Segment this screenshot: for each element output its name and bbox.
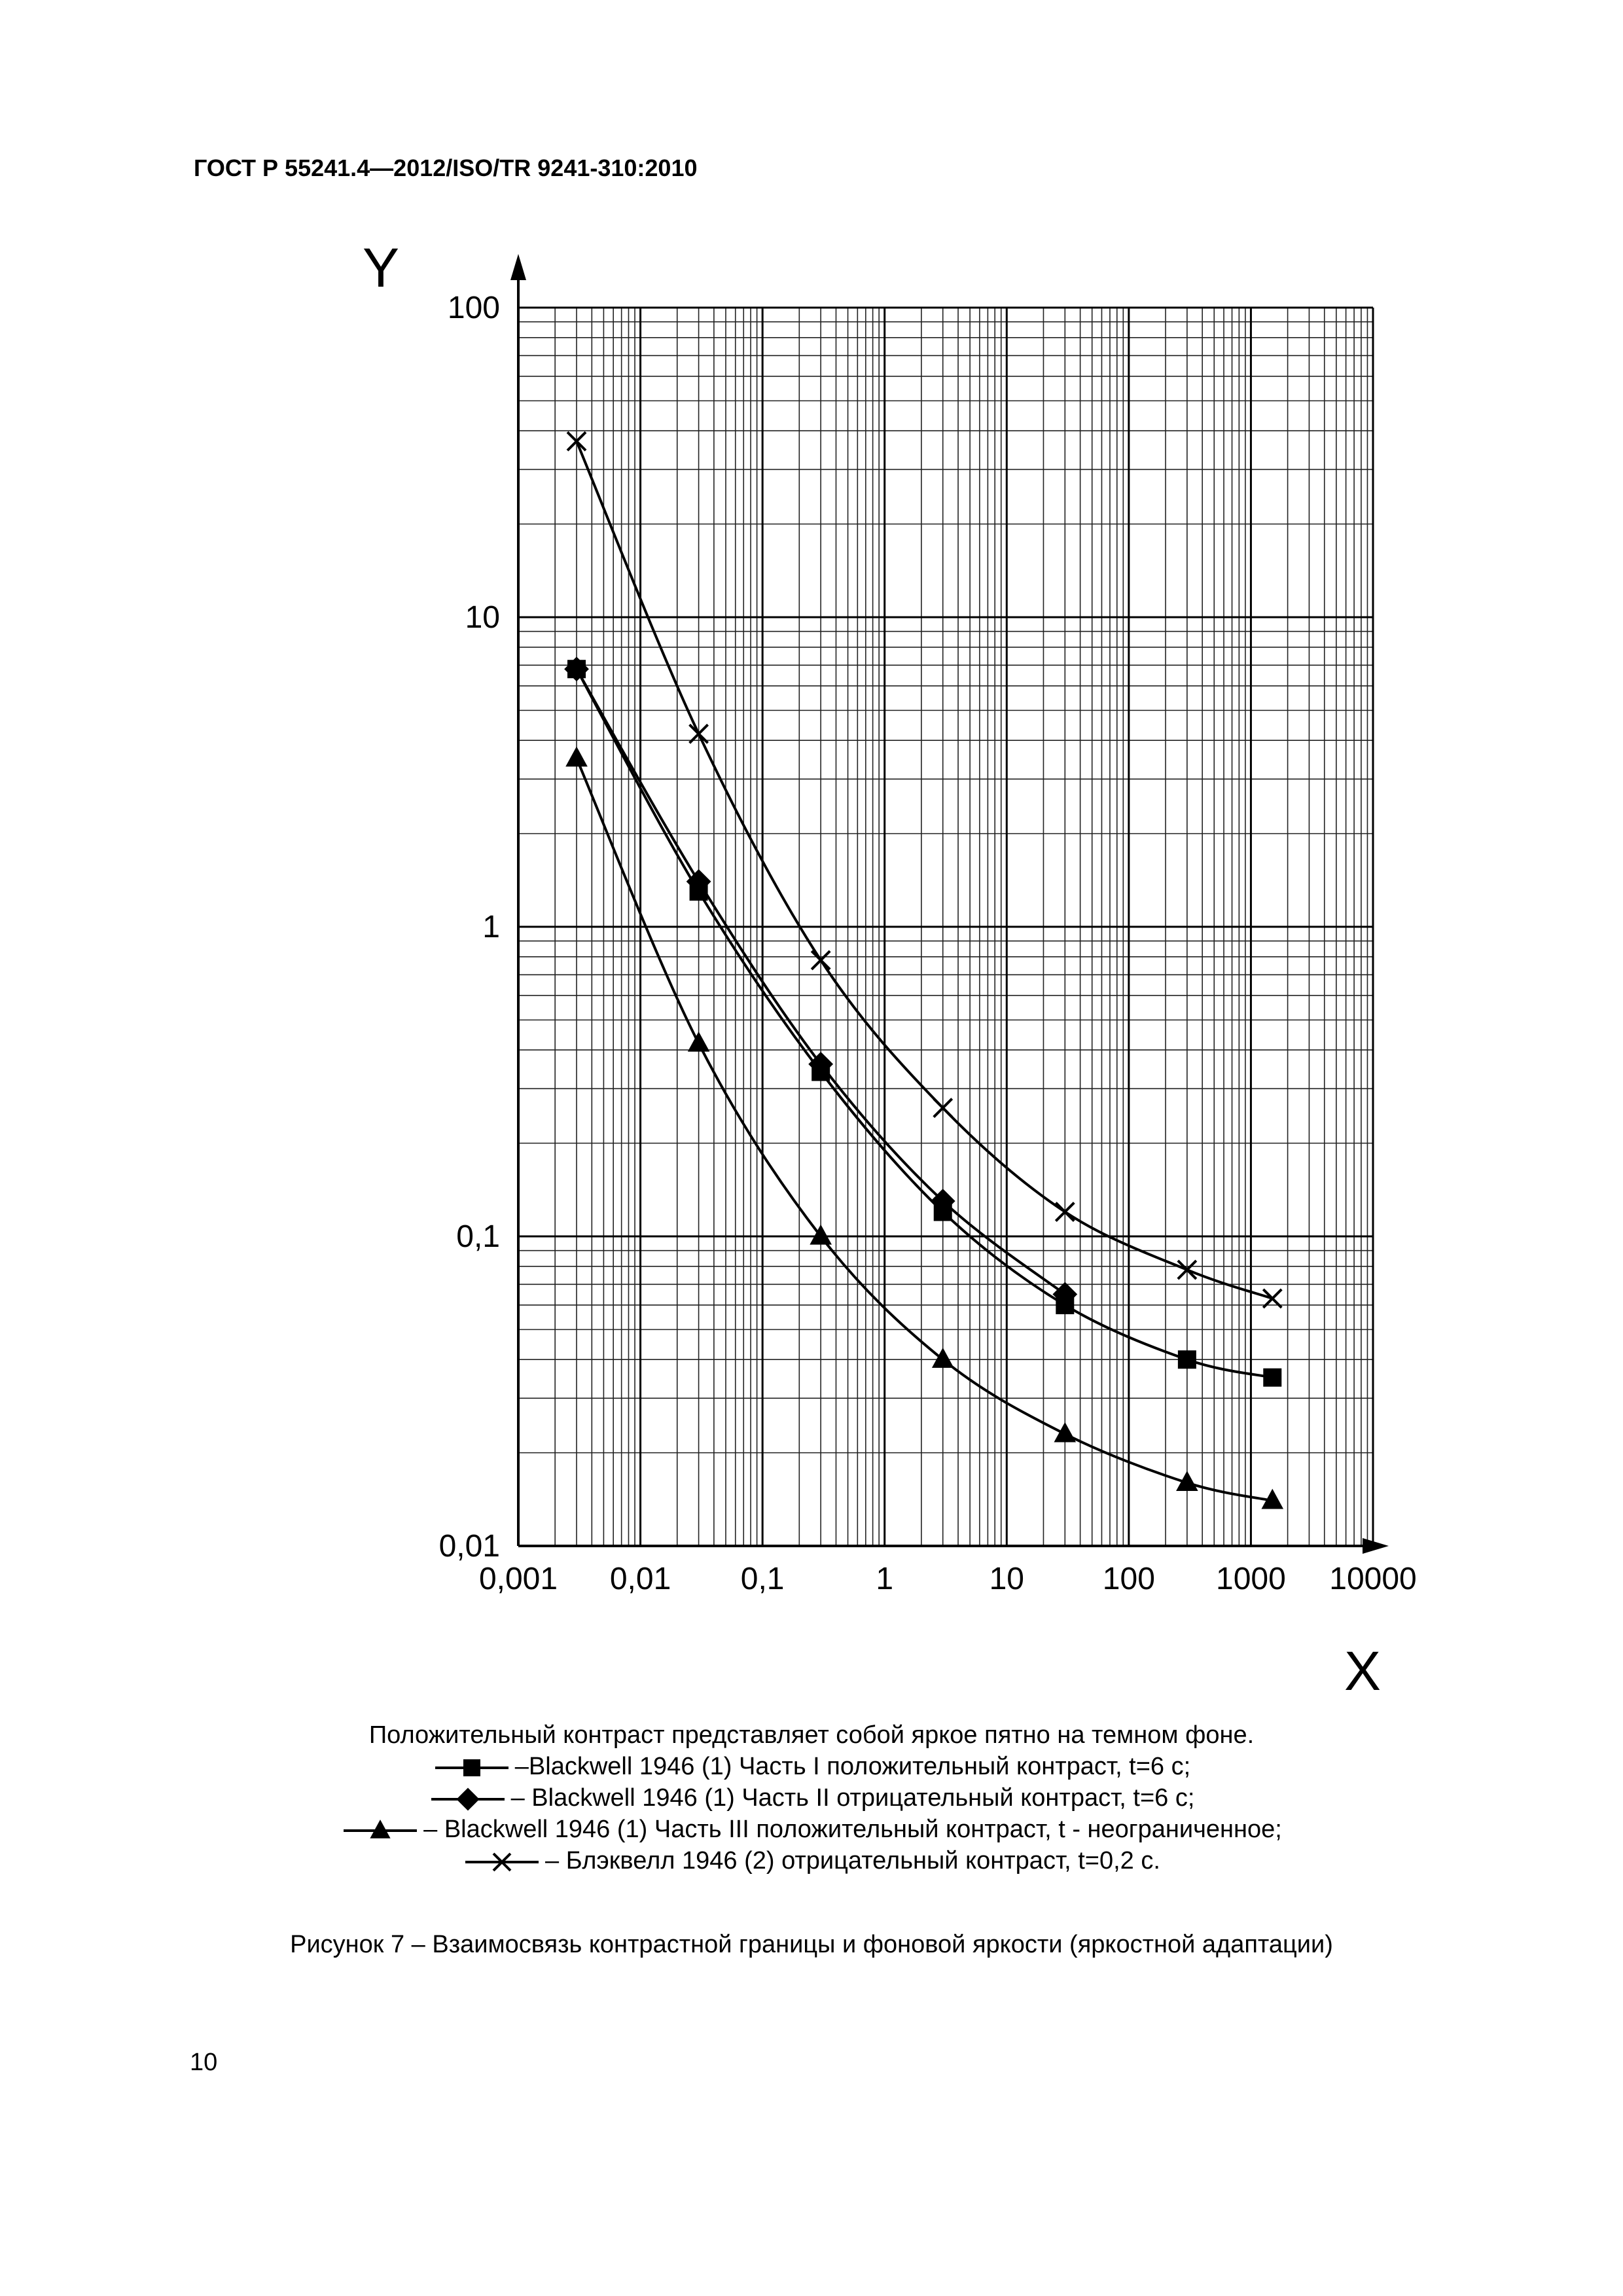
data-point-square [1263,1369,1281,1387]
x-tick-label: 0,1 [740,1562,785,1596]
data-point-triangle [932,1348,954,1368]
y-tick-label: 1 [482,910,500,944]
y-axis-arrow [510,254,526,280]
x-tick-label: 10000 [1329,1562,1417,1596]
legend-marker-square [433,1755,511,1781]
page-number: 10 [190,2049,218,2076]
legend-marker-cross [463,1849,541,1875]
document-header: ГОСТ Р 55241.4—2012/ISO/TR 9241-310:2010 [194,154,698,181]
legend-item-triangle [0,1816,1623,1844]
x-axis-arrow [1363,1538,1389,1554]
legend-label: – Blackwell 1946 (1) Часть II отрицательный контраст, t=6 с; [510,1784,1195,1812]
y-tick-label: 100 [447,291,500,325]
legend-label: –Blackwell 1946 (1) Часть I положительный контраст, t=6 с; [514,1753,1191,1780]
data-point-triangle [370,1820,391,1839]
data-point-square [463,1759,480,1776]
legend-marker-diamond [429,1786,507,1812]
data-point-triangle [688,1031,710,1052]
x-tick-label: 1 [876,1562,894,1596]
y-axis-label: Y [362,237,400,298]
chart-tick-labels [439,291,1417,1596]
series-line-cross [577,441,1272,1299]
x-tick-label: 0,01 [609,1562,671,1596]
legend-marker-triangle [341,1818,419,1844]
chart-series [564,432,1283,1509]
x-tick-label: 10 [989,1562,1024,1596]
legend-label: – Блэквелл 1946 (2) отрицательный контраст, t=0,2 с. [545,1847,1160,1874]
figure-caption: Рисунок 7 – Взаимосвязь контрастной границы и фоновой яркости (яркостной адаптации) [290,1931,1333,1958]
data-point-triangle [565,746,588,766]
data-point-triangle [1054,1422,1077,1443]
series-triangle [565,746,1283,1509]
x-tick-label: 0,001 [478,1562,558,1596]
legend-item-diamond [0,1784,1623,1812]
legend-item-square [0,1753,1623,1781]
series-cross [567,432,1281,1308]
legend-item-cross [0,1847,1623,1875]
series-square [567,660,1281,1386]
legend-note: Положительный контраст представляет собой яркое пятно на темном фоне. [368,1721,1255,1749]
data-point-diamond [456,1787,479,1810]
series-line-triangle [577,759,1272,1501]
data-point-square [1178,1350,1196,1369]
x-axis-label: X [1344,1640,1382,1702]
x-tick-label: 100 [1102,1562,1155,1596]
legend-label: – Blackwell 1946 (1) Часть III положительный контраст, t - неограниченное; [423,1816,1282,1843]
series-line-square [577,669,1272,1377]
y-tick-label: 0,1 [456,1219,500,1254]
chart-axes [510,254,1389,1554]
x-tick-label: 1000 [1216,1562,1286,1596]
y-tick-label: 0,01 [438,1529,500,1564]
y-tick-label: 10 [465,600,500,635]
